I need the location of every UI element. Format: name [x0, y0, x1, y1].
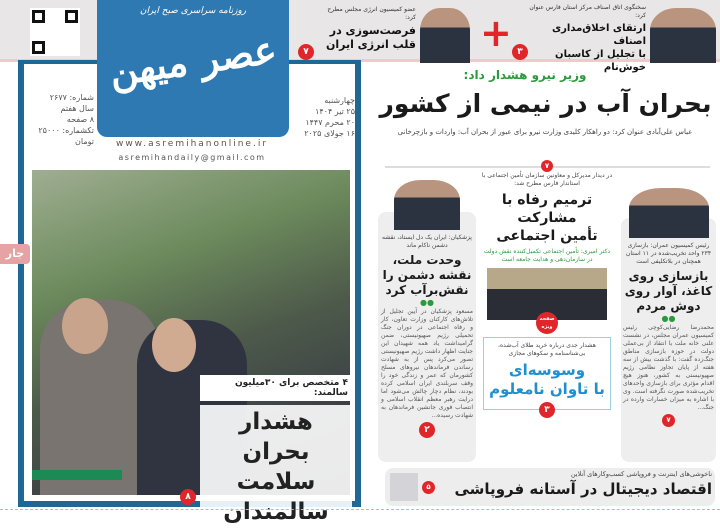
- main-kicker: وزیر نیرو هشدار داد:: [463, 68, 587, 82]
- title-line: بازسازی روی: [628, 269, 709, 283]
- date-jalali: ۲۵ تیر ۱۴۰۴: [315, 107, 355, 116]
- title-line: با تاوان نامعلوم: [489, 380, 605, 398]
- page-badge: ۷: [541, 160, 553, 172]
- banner-kicker: ناخوشی‌های اینترنت و فروپاشی کسب‌وکارهای آنلاین: [570, 470, 712, 478]
- date-gregorian: ۱۶ جولای ۲۰۲۵: [304, 129, 355, 138]
- banner-text: [440, 470, 712, 499]
- ad-title: ارتقای اخلاق‌مداری اصناف: [551, 23, 646, 47]
- masthead-tagline: روزنامه سراسری صبح ایران: [139, 6, 247, 16]
- date-hijri: ۲۰ محرم ۱۴۴۷: [305, 118, 355, 127]
- banner-thumbnail: [390, 473, 418, 501]
- issue-year: سال هفتم: [60, 104, 94, 113]
- story-pezeshkian-content: [381, 180, 473, 438]
- mp-photo: [420, 8, 470, 63]
- bottom-border: [0, 509, 720, 515]
- bench: [32, 470, 122, 480]
- story-gold[interactable]: [483, 337, 611, 410]
- side-tab[interactable]: جار: [0, 244, 30, 264]
- story-body: مسعود پزشکیان در آیین تجلیل از تلاش‌های کارکنان وزارت تعاون، کار و رفاه اجتماعی در دوران جنگ تحمیلی رژیم صهیونیستی، ضمن گرامیداشت یاد همه شهیدان این جنایت اظهار داشت رژیم صهیونیستی تصور می‌کرد پس از به شهادت رساندن فرماندهان نیروهای مسلح کشورمان که عمر و زندگی خود را وقف سربلندی ایران اسلامی کرده بودند، نظام دچار چالش می‌شود اما درایت رهبر معظم انقلاب اسلامی و انتصاب فوری جانشین فرماندهان به شهادت رسیده...: [381, 308, 473, 419]
- story-rebuild-content: [623, 188, 714, 427]
- main-subline: عباس علی‌آبادی عنوان کرد: دو راهکار کلیدی وزارت نیرو برای عبور از بحران آب: واردات و بازچرخانی: [397, 128, 693, 136]
- story-lead: دکتر امیری: تأمین اجتماعی تکمیل‌کننده نقش دولت در سازمان‌دهی و هدایت جامعه است: [483, 248, 611, 263]
- title-line: سلامت: [236, 469, 316, 495]
- main-headline[interactable]: بحران آب در نیمی از کشور: [379, 89, 712, 118]
- date-block: [293, 95, 355, 139]
- title-line: هشدار بحران: [239, 409, 313, 465]
- dots-icon: ●●: [661, 314, 676, 323]
- title-line: وسوسه‌ای: [508, 361, 586, 379]
- page-badge: ۷: [298, 44, 314, 60]
- ad-title: فرصت‌سوزی در قلب انرژی ایران: [325, 24, 416, 51]
- special-badge: صفحه ویژه: [536, 312, 558, 334]
- title-line: نقش‌برآب کرد: [385, 283, 469, 297]
- page-badge: ۷: [662, 414, 675, 427]
- issue-block: [26, 92, 94, 147]
- weekday: چهارشنبه: [324, 96, 355, 105]
- guild-spokesman-photo: [650, 8, 716, 63]
- masthead-name: عصر میهن: [106, 26, 280, 95]
- top-ad-guild[interactable]: [520, 4, 646, 74]
- commission-head-photo: [629, 188, 709, 238]
- ad-kicker: سخنگوی اتاق اصناف مرکز استان فارس عنوان کرد:: [529, 4, 646, 19]
- title-line: ترمیم رفاه با مشارکت: [501, 192, 593, 226]
- page-badge: ۳: [512, 44, 528, 60]
- title-line: وحدت ملت،: [392, 253, 462, 267]
- head-left: [62, 298, 108, 354]
- page-badge: ۳: [539, 402, 555, 418]
- price: تکشماره: ۲۵۰۰۰ تومان: [38, 126, 94, 146]
- story-title: [487, 361, 607, 399]
- top-ad-energy[interactable]: [316, 6, 416, 52]
- head-right: [152, 318, 196, 372]
- qr-code: [30, 8, 80, 56]
- website-link[interactable]: www.asremihanonline.ir: [115, 139, 269, 149]
- story-kicker: هشدار جدی درباره خرید طلای آب‌شده، بی‌شناسنامه و سکوهای مجازی: [498, 342, 596, 357]
- title-line: سالمندان: [223, 499, 329, 525]
- ad-kicker: عضو کمیسیون انرژی مجلس مطرح کرد:: [327, 6, 416, 21]
- story-title: [481, 191, 613, 245]
- dots-icon: ●●: [420, 298, 434, 307]
- plus-icon: +: [480, 11, 512, 55]
- title-line: کاغذ، آوار روی: [624, 284, 713, 298]
- title-line: دوش مردم: [636, 299, 701, 313]
- elderly-feature[interactable]: [200, 375, 352, 529]
- page-badge: ۲: [419, 422, 435, 438]
- story-kicker: در دیدار مدیرکل و معاونین سازمان تأمین اجتماعی با استاندار فارس مطرح شد:: [481, 172, 613, 187]
- pezeshkian-photo: [394, 180, 460, 230]
- feature-kicker: ۴ متخصص برای ۳۰میلیون سالمند:: [200, 375, 352, 401]
- story-body: محمدرضا رضایی‌کوچی رئیس کمیسیون عمران مجلس، در نشست علنی خانه ملت با انتقاد از بی‌عملی دولت در حوزه بازسازی مناطق جنگ‌زده گفت: با گذشت بیش از سه هفته از پایان تجاوز نظامی رژیم صهیونیستی به کشور، هنوز هیچ اقدام مؤثری برای بازسازی واحدهای تخریب‌شده صورت نگرفته است. وی با اشاره به میزان خسارات وارده در جنگ...: [623, 324, 714, 411]
- masthead-logo[interactable]: [97, 0, 289, 137]
- story-kicker: پزشکیان: ایران یک دل ایستاد، نقشه دشمن ناکام ماند: [382, 234, 472, 249]
- banner-title: اقتصاد دیجیتال در آستانه فروپاشی: [454, 480, 712, 498]
- story-kicker: رئیس کمیسیون عمران: بازسازی ۲۳۴ واحد تخریب‌شده در ۱۱ استان همچنان در بلاتکلیفی است: [625, 242, 712, 265]
- story-title: [381, 253, 473, 298]
- story-welfare[interactable]: [481, 172, 613, 418]
- ad-title-2: با تجلیل از کاسبان خوش‌نام: [555, 49, 646, 73]
- page-badge: ۸: [180, 489, 196, 505]
- page-count: ۸ صفحه: [66, 115, 94, 124]
- email-link[interactable]: asremihandaily@gmail.com: [118, 153, 266, 162]
- page-badge: ۵: [422, 481, 435, 494]
- title-line: تأمین اجتماعی: [496, 228, 598, 244]
- issue-number: شماره: ۲۶۷۷: [49, 93, 94, 102]
- title-line: نقشه دشمن را: [382, 268, 472, 282]
- story-title: [623, 269, 714, 314]
